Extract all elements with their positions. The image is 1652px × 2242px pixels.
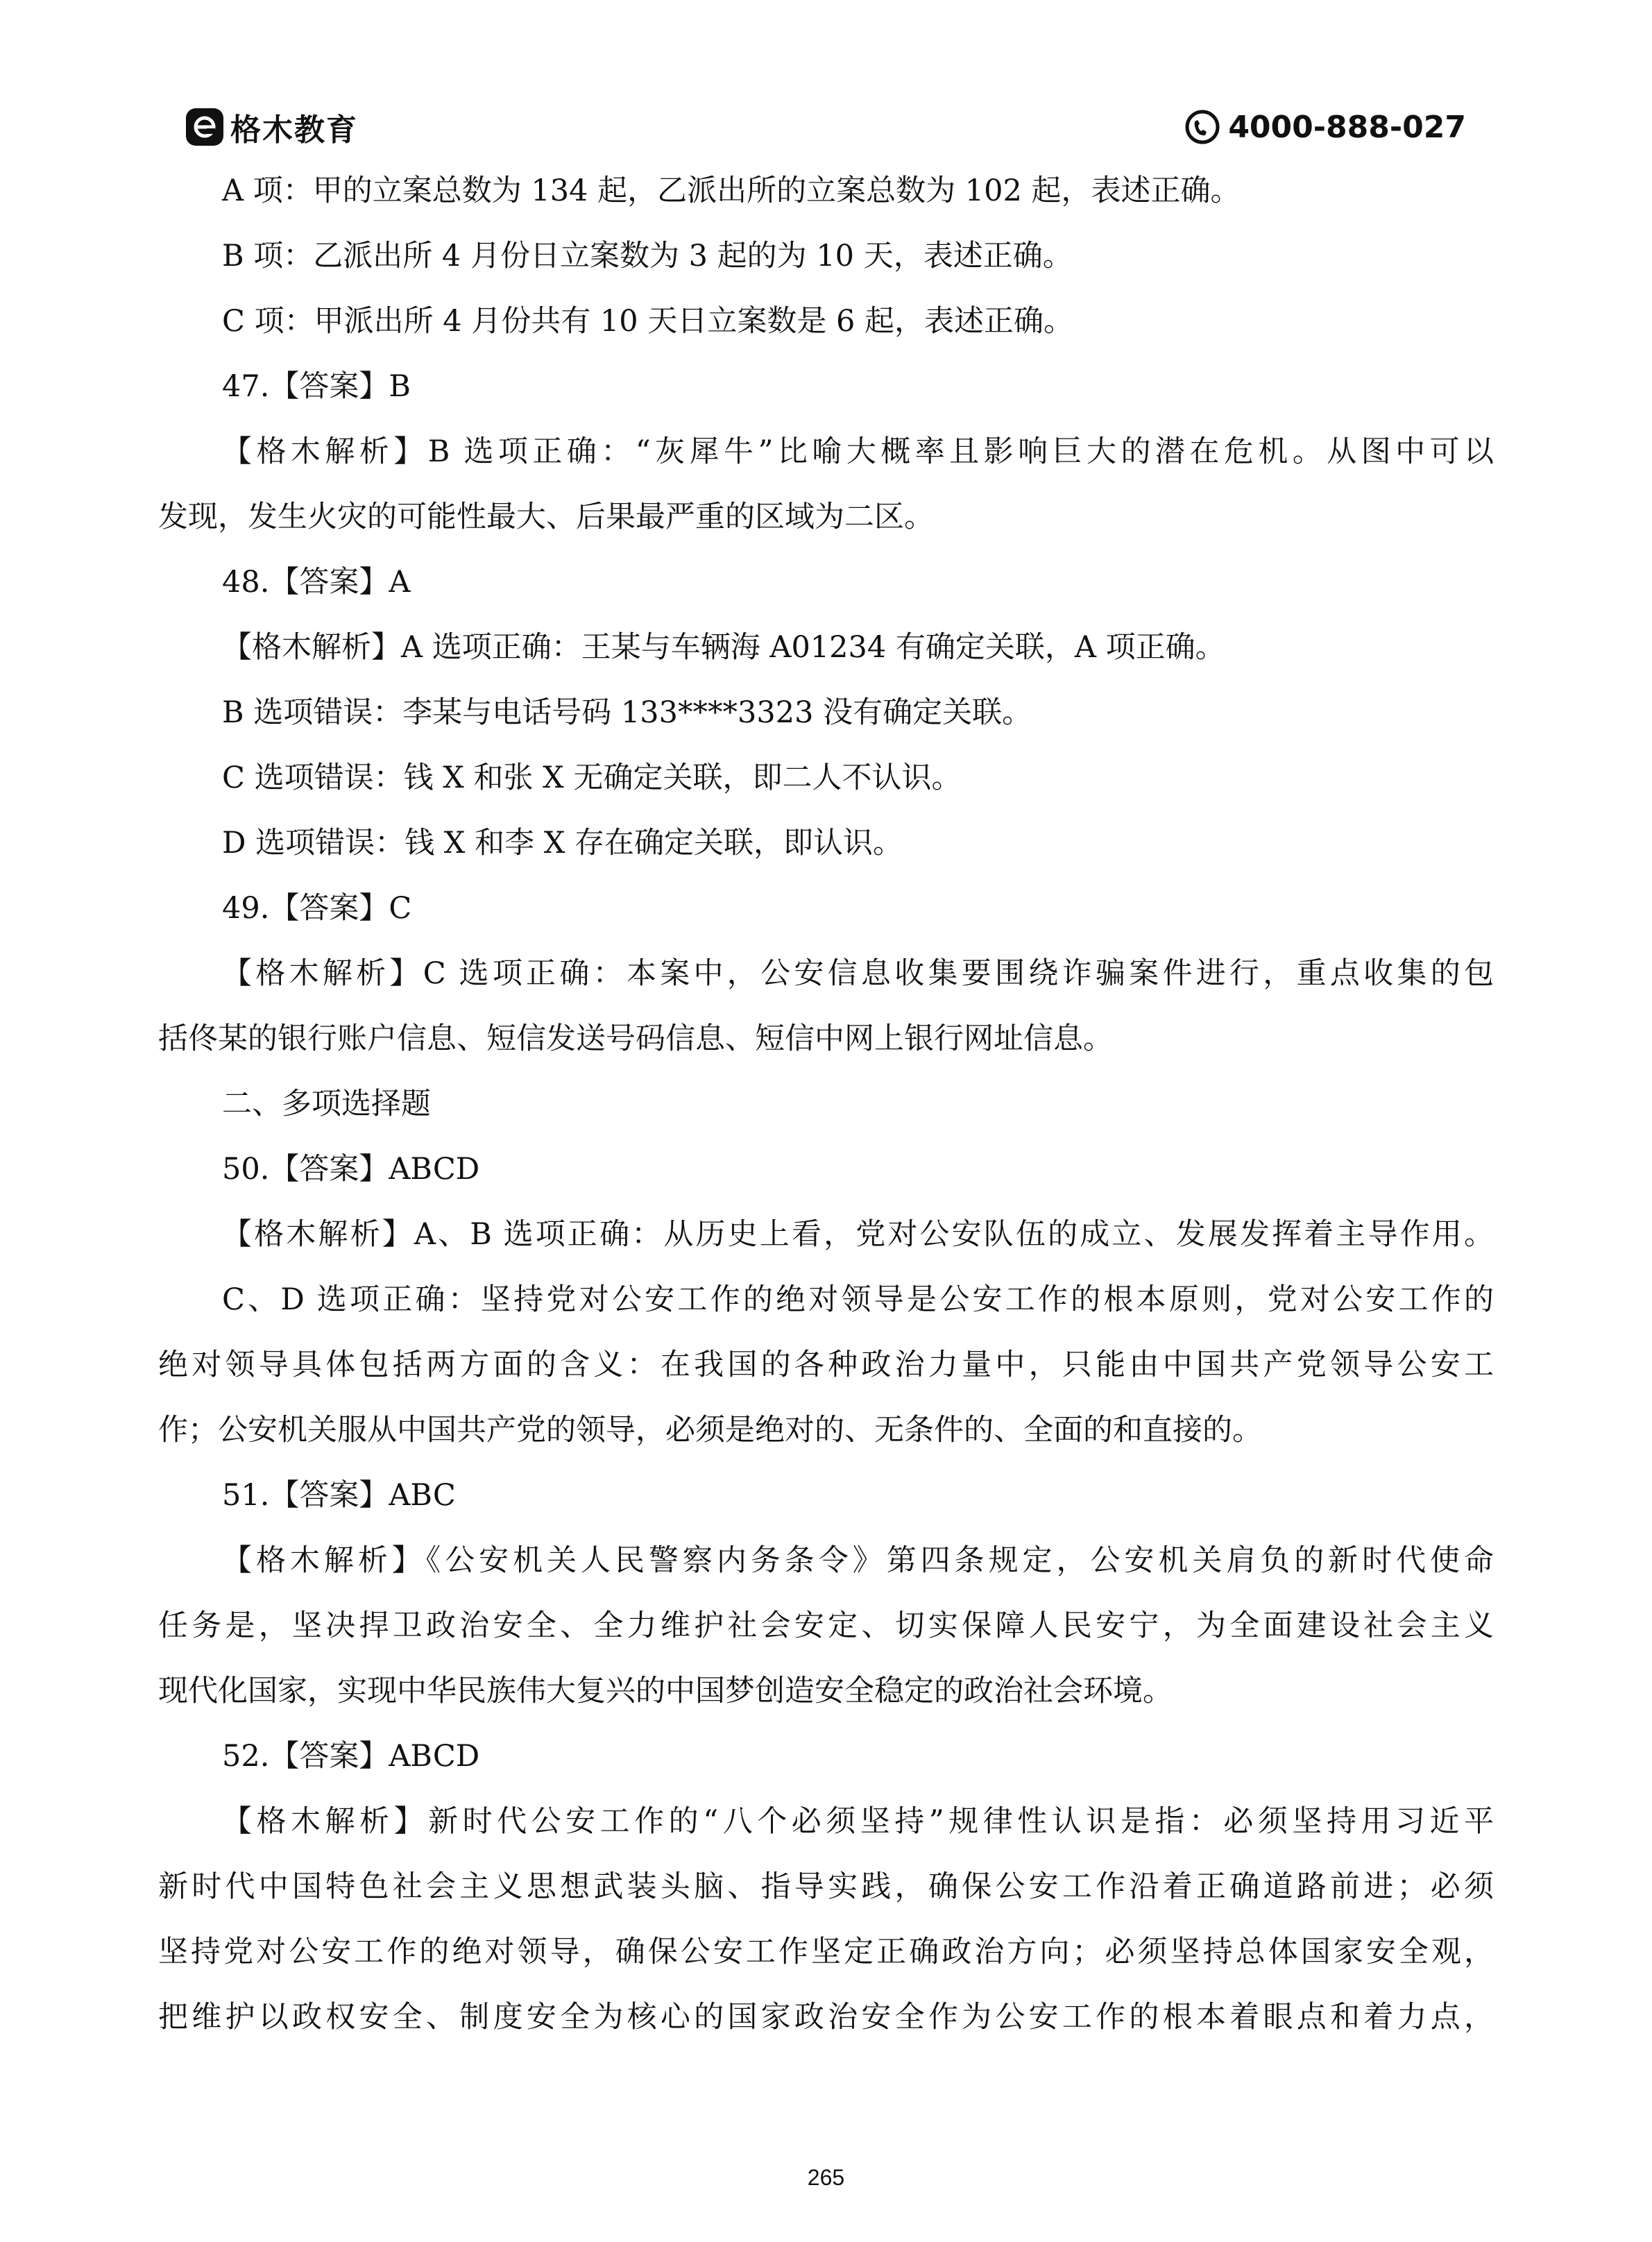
text-line: 新时代中国特色社会主义思想武装头脑、指导实践，确保公安工作沿着正确道路前进；必须 bbox=[158, 1869, 1494, 1904]
answer-explanations bbox=[158, 158, 1494, 2050]
text-line: B 项：乙派出所 4 月份日立案数为 3 起的为 10 天，表述正确。 bbox=[222, 239, 1073, 273]
hotline-number: 4000-888-027 bbox=[1228, 109, 1466, 145]
text-line: 【格木解析】《公安机关人民警察内务条令》第四条规定，公安机关肩负的新时代使命 bbox=[222, 1543, 1494, 1578]
text-line: 【格木解析】A、B 选项正确：从历史上看，党对公安队伍的成立、发展发挥着主导作用。 bbox=[222, 1217, 1494, 1252]
text-line: 52.【答案】ABCD bbox=[222, 1739, 480, 1774]
text-line: 坚持党对公安工作的绝对领导，确保公安工作坚定正确政治方向；必须坚持总体国家安全观， bbox=[158, 1935, 1494, 1969]
text-line: 49.【答案】C bbox=[222, 891, 412, 926]
text-line: 把维护以政权安全、制度安全为核心的国家政治安全作为公安工作的根本着眼点和着力点， bbox=[158, 2000, 1494, 2035]
text-line: C、D 选项正确：坚持党对公安工作的绝对领导是公安工作的根本原则，党对公安工作的 bbox=[222, 1282, 1494, 1317]
text-line: 47.【答案】B bbox=[222, 369, 411, 404]
text-line: 48.【答案】A bbox=[222, 565, 411, 600]
phone-icon bbox=[1184, 108, 1221, 146]
text-line: 括佟某的银行账户信息、短信发送号码信息、短信中网上银行网址信息。 bbox=[158, 1021, 1113, 1056]
hotline bbox=[1184, 104, 1466, 150]
text-line: 发现，发生火灾的可能性最大、后果最严重的区域为二区。 bbox=[158, 500, 934, 534]
text-line: 作；公安机关服从中国共产党的领导，必须是绝对的、无条件的、全面的和直接的。 bbox=[158, 1413, 1262, 1447]
text-line: 二、多项选择题 bbox=[222, 1087, 431, 1121]
text-line: 【格木解析】新时代公安工作的“八个必须坚持”规律性认识是指：必须坚持用习近平 bbox=[222, 1804, 1494, 1839]
brand-logo bbox=[186, 104, 358, 150]
text-line: 【格木解析】A 选项正确：王某与车辆海 A01234 有确定关联，A 项正确。 bbox=[222, 630, 1225, 665]
text-line: 50.【答案】ABCD bbox=[222, 1152, 480, 1187]
text-line: 任务是，坚决捍卫政治安全、全力维护社会安定、切实保障人民安宁，为全面建设社会主义 bbox=[158, 1608, 1494, 1643]
brand-name: 格木教育 bbox=[230, 112, 358, 148]
text-line: 【格木解析】B 选项正确：“灰犀牛”比喻大概率且影响巨大的潜在危机。从图中可以 bbox=[222, 434, 1494, 469]
text-line: 【格木解析】C 选项正确：本案中，公安信息收集要围绕诈骗案件进行，重点收集的包 bbox=[222, 956, 1494, 991]
text-line: A 项：甲的立案总数为 134 起，乙派出所的立案总数为 102 起，表述正确。 bbox=[222, 173, 1241, 208]
text-line: B 选项错误：李某与电话号码 133****3323 没有确定关联。 bbox=[222, 695, 1032, 730]
text-line: C 选项错误：钱 X 和张 X 无确定关联，即二人不认识。 bbox=[222, 761, 962, 795]
text-line: 51.【答案】ABC bbox=[222, 1478, 456, 1513]
text-line: D 选项错误：钱 X 和李 X 存在确定关联，即认识。 bbox=[222, 826, 903, 860]
page-number: 265 bbox=[807, 2165, 845, 2190]
logo-e-icon bbox=[186, 108, 223, 146]
text-line: C 项：甲派出所 4 月份共有 10 天日立案数是 6 起，表述正确。 bbox=[222, 304, 1074, 339]
page-header bbox=[186, 104, 1466, 150]
text-line: 现代化国家，实现中华民族伟大复兴的中国梦创造安全稳定的政治社会环境。 bbox=[158, 1674, 1173, 1708]
text-line: 绝对领导具体包括两方面的含义：在我国的各种政治力量中，只能由中国共产党领导公安工 bbox=[158, 1348, 1494, 1382]
